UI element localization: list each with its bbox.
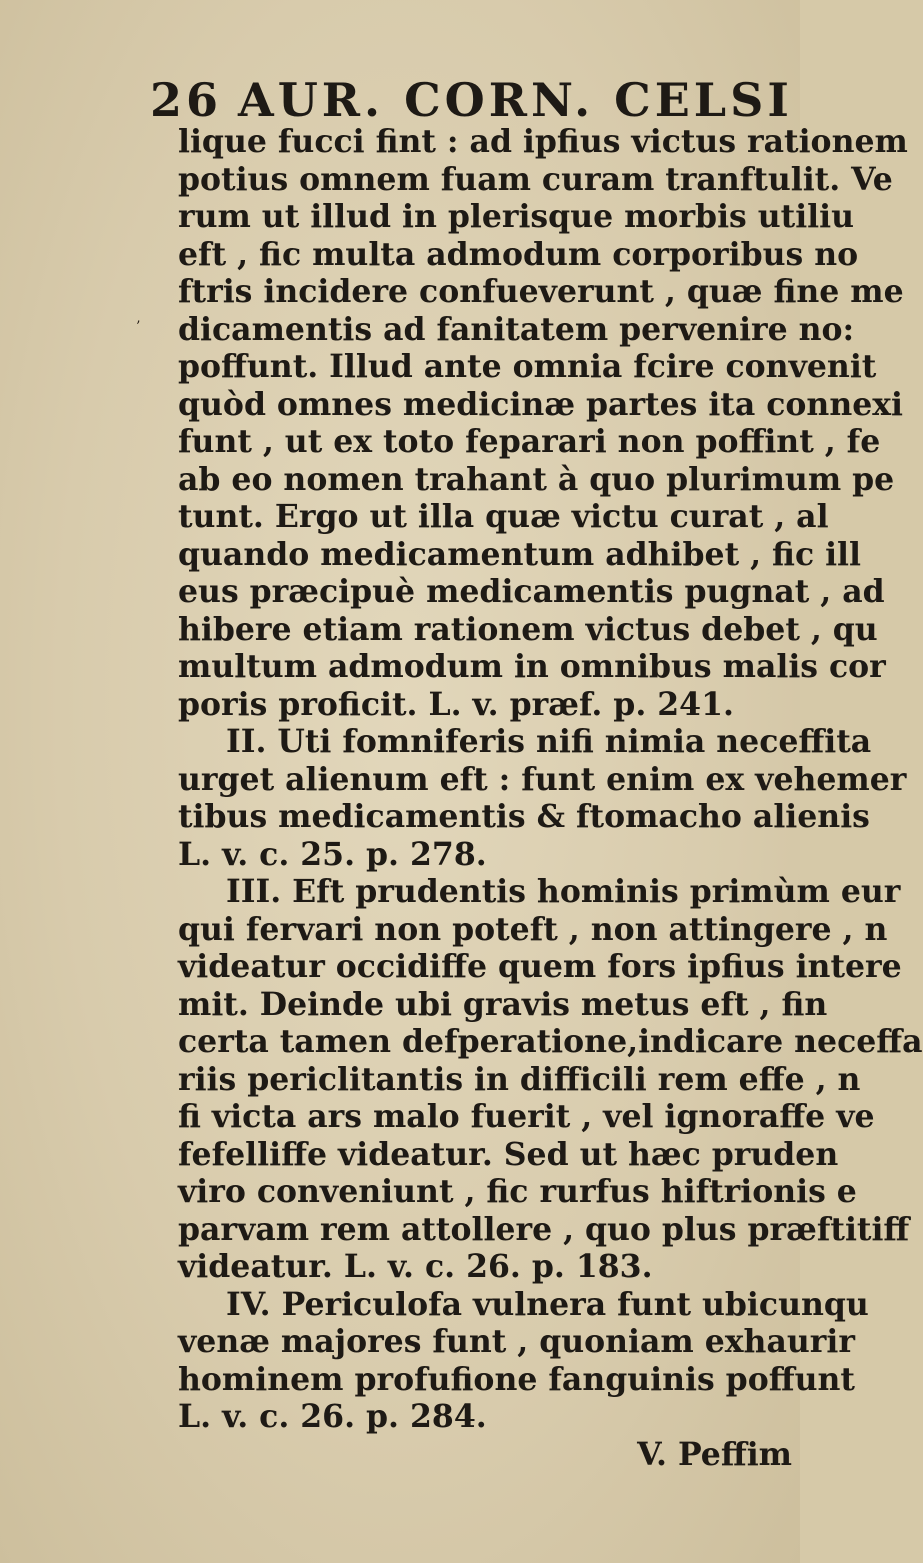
text-line: rum ut illud in plerisque morbis utiliu <box>178 198 854 235</box>
text-line: eft , fic multa admodum corporibus no <box>178 235 859 273</box>
text-line: qui fervari non poteft , non attingere , n <box>178 910 888 948</box>
text-line: ab eo nomen trahant à quo plurimum pe <box>178 460 895 498</box>
citation-line: L. v. c. 26. p. 284. <box>178 1398 487 1435</box>
citation-line: poris proficit. L. v. præf. p. 241. <box>178 685 734 723</box>
text-line: fefelliffe videatur. Sed ut hæc pruden <box>178 1135 839 1173</box>
text-line: funt , ut ex toto feparari non poffint , fe <box>178 423 881 460</box>
text-line: parvam rem attollere , quo plus præftitiff <box>178 1210 910 1248</box>
text-line: venæ majores funt , quoniam exhaurir <box>178 1323 855 1360</box>
body-text <box>178 123 923 1473</box>
text-line: ftris incidere confueverunt , quæ fine me <box>178 273 904 310</box>
text-line: hominem profufione fanguinis poffunt <box>178 1360 855 1398</box>
text-line: mit. Deinde ubi gravis metus eft , fin <box>178 985 828 1023</box>
citation-line: videatur. L. v. c. 26. p. 183. <box>178 1248 653 1285</box>
text-line: fi victa ars malo fuerit , vel ignoraffe ve <box>178 1098 875 1135</box>
text-line: multum admodum in omnibus malis cor <box>178 648 886 685</box>
text-line: urget alienum eft : funt enim ex vehemer <box>178 760 907 798</box>
page-number: 26 <box>150 73 223 127</box>
text-line: viro conveniunt , fic rurfus hiftrionis e <box>178 1173 857 1210</box>
citation-line: L. v. c. 25. p. 278. <box>178 835 487 873</box>
text-line: quando medicamentum adhibet , fic ill <box>178 535 861 573</box>
text-line: potius omnem fuam curam tranftulit. Ve <box>178 160 893 198</box>
text-line: eus præcipuè medicamentis pugnat , ad <box>178 573 885 610</box>
text-line: hibere etiam rationem victus debet , qu <box>178 610 878 648</box>
margin-mark: ’ <box>136 319 141 335</box>
running-title: AUR. CORN. CELSI <box>238 73 793 127</box>
text-line: dicamentis ad fanitatem pervenire no: <box>178 310 855 348</box>
text-line: tunt. Ergo ut illa quæ victu curat , al <box>178 498 829 535</box>
text-line: quòd omnes medicinæ partes ita connexi <box>178 385 904 423</box>
section-start-line: IV. Periculofa vulnera funt ubicunqu <box>226 1285 869 1323</box>
running-head <box>150 70 800 130</box>
text-line: poffunt. Illud ante omnia fcire convenit <box>178 348 877 385</box>
text-line: tibus medicamentis & ftomacho alienis <box>178 798 870 835</box>
section-start-line: II. Uti fomniferis nifi nimia neceffita <box>226 723 872 760</box>
text-line: videatur occidiffe quem fors ipfius intere <box>178 948 902 985</box>
text-line: lique fucci fint : ad ipfius victus rationem <box>178 123 908 160</box>
text-line: certa tamen defperatione,indicare neceffa <box>178 1023 923 1060</box>
section-start-line: III. Eft prudentis hominis primùm eur <box>226 873 901 910</box>
catchword: V. Peffim <box>637 1435 792 1473</box>
text-line: riis periclitantis in difficili rem effe , n <box>178 1060 861 1098</box>
